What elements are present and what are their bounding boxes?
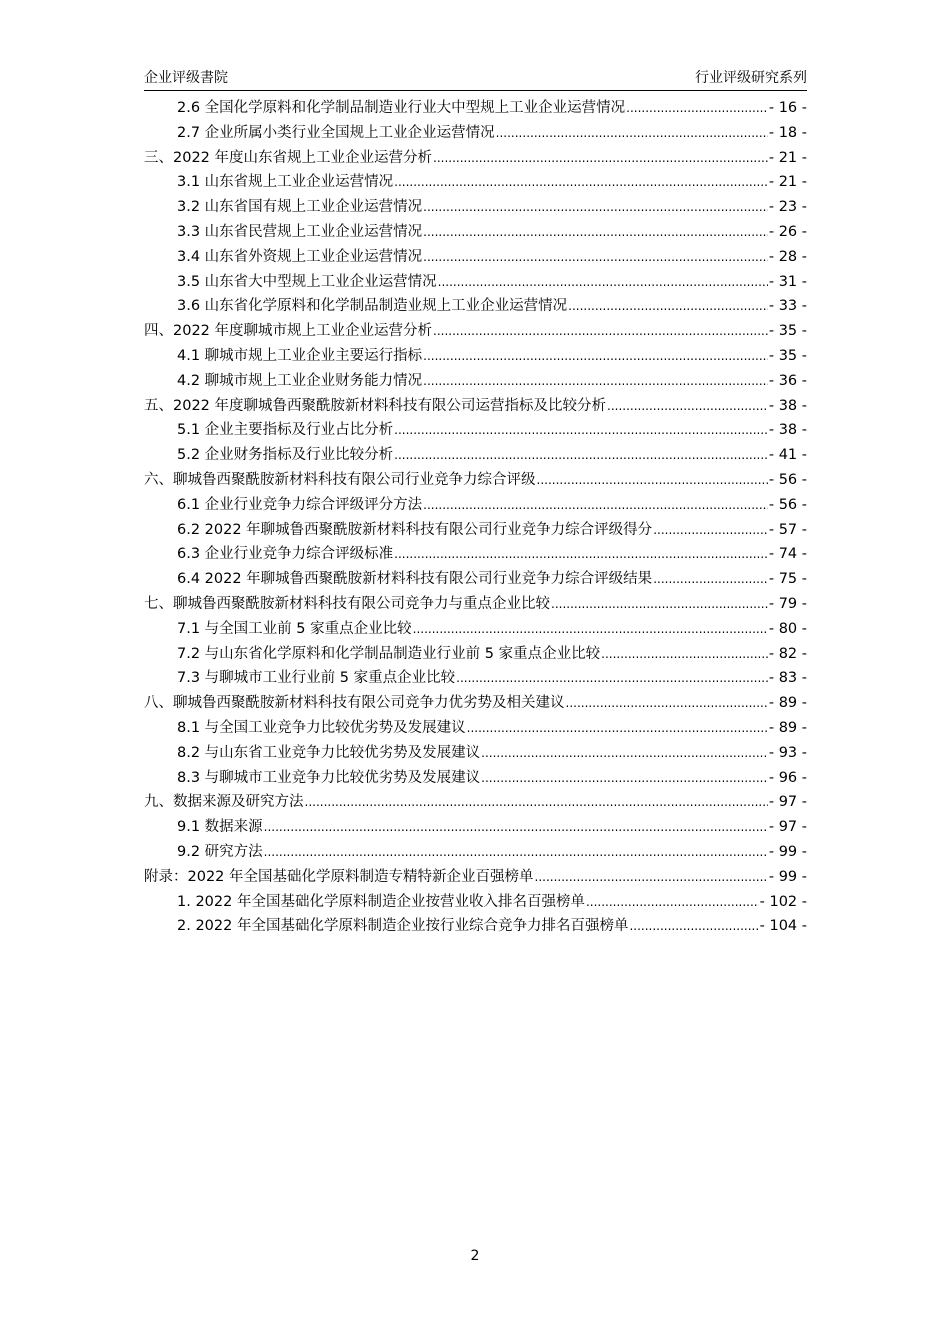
- toc-entry-title: 6.1 企业行业竞争力综合评级评分方法: [177, 496, 423, 513]
- toc-entry-page: - 104 -: [759, 918, 807, 935]
- toc-entry-title: 3.2 山东省国有规上工业企业运营情况: [177, 199, 423, 216]
- toc-section-entry[interactable]: [144, 617, 807, 642]
- toc-entry-page: - 41 -: [768, 447, 807, 464]
- toc-entry-page: - 26 -: [768, 223, 807, 240]
- toc-section-entry[interactable]: [144, 121, 807, 146]
- toc-section-entry[interactable]: [144, 270, 807, 295]
- toc-entry-page: - 38 -: [768, 397, 807, 414]
- toc-entry-page: - 99 -: [768, 868, 807, 885]
- toc-dot-leader: [481, 766, 768, 791]
- toc-entry-title: 八、聊城鲁西聚酰胺新材料科技有限公司竞争力优劣势及相关建议: [144, 695, 565, 712]
- toc-chapter-entry[interactable]: [144, 691, 807, 716]
- toc-section-entry[interactable]: [144, 96, 807, 121]
- toc-section-entry[interactable]: [144, 567, 807, 592]
- toc-entry-page: - 82 -: [768, 645, 807, 662]
- toc-dot-leader: [607, 394, 768, 419]
- toc-entry-title: 1. 2022 年全国基础化学原料制造企业按营业收入排名百强榜单: [177, 893, 585, 910]
- toc-dot-leader: [394, 542, 768, 567]
- toc-dot-leader: [423, 493, 768, 518]
- toc-entry-title: 7.3 与聊城市工业行业前 5 家重点企业比较: [177, 670, 456, 687]
- toc-section-entry[interactable]: [144, 443, 807, 468]
- toc-entry-title: 四、2022 年度聊城市规上工业企业运营分析: [144, 323, 433, 340]
- toc-section-entry[interactable]: [144, 220, 807, 245]
- toc-entry-page: - 23 -: [768, 199, 807, 216]
- toc-entry-page: - 28 -: [768, 248, 807, 265]
- toc-entry-title: 8.1 与全国工业竞争力比较优劣势及发展建议: [177, 719, 466, 736]
- toc-entry-page: - 80 -: [768, 620, 807, 637]
- toc-section-entry[interactable]: [144, 245, 807, 270]
- toc-dot-leader: [264, 815, 768, 840]
- toc-section-entry[interactable]: [144, 294, 807, 319]
- toc-dot-leader: [456, 666, 768, 691]
- toc-entry-title: 5.1 企业主要指标及行业占比分析: [177, 422, 394, 439]
- toc-chapter-entry[interactable]: [144, 865, 807, 890]
- toc-entry-title: 附录：2022 年全国基础化学原料制造专精特新企业百强榜单: [144, 868, 534, 885]
- toc-entry-page: - 83 -: [768, 670, 807, 687]
- toc-entry-page: - 97 -: [768, 819, 807, 836]
- toc-entry-page: - 33 -: [768, 298, 807, 315]
- toc-entry-page: - 35 -: [768, 323, 807, 340]
- toc-entry-page: - 96 -: [768, 769, 807, 786]
- toc-entry-title: 7.2 与山东省化学原料和化学制品制造业行业前 5 家重点企业比较: [177, 645, 601, 662]
- toc-section-entry[interactable]: [144, 666, 807, 691]
- toc-entry-page: - 21 -: [768, 174, 807, 191]
- toc-dot-leader: [394, 443, 768, 468]
- toc-dot-leader: [433, 319, 768, 344]
- toc-section-entry[interactable]: [144, 418, 807, 443]
- toc-dot-leader: [423, 369, 768, 394]
- toc-section-entry[interactable]: [144, 741, 807, 766]
- toc-dot-leader: [601, 642, 768, 667]
- toc-dot-leader: [537, 468, 768, 493]
- toc-section-entry[interactable]: [144, 766, 807, 791]
- toc-entry-page: - 18 -: [768, 124, 807, 141]
- toc-dot-leader: [653, 518, 768, 543]
- toc-dot-leader: [423, 220, 768, 245]
- toc-dot-leader: [629, 914, 758, 939]
- toc-entry-title: 3.1 山东省规上工业企业运营情况: [177, 174, 394, 191]
- toc-dot-leader: [586, 890, 759, 915]
- toc-chapter-entry[interactable]: [144, 592, 807, 617]
- toc-entry-page: - 35 -: [768, 347, 807, 364]
- toc-section-entry[interactable]: [144, 344, 807, 369]
- page-header: [144, 68, 807, 91]
- toc-entry-title: 三、2022 年度山东省规上工业企业运营分析: [144, 149, 433, 166]
- toc-entry-title: 2. 2022 年全国基础化学原料制造企业按行业综合竞争力排名百强榜单: [177, 918, 629, 935]
- toc-entry-page: - 89 -: [768, 719, 807, 736]
- toc-entry-page: - 16 -: [768, 100, 807, 116]
- toc-dot-leader: [566, 691, 768, 716]
- toc-entry-title: 6.2 2022 年聊城鲁西聚酰胺新材料科技有限公司行业竞争力综合评级得分: [177, 521, 653, 538]
- toc-entry-title: 2.6 全国化学原料和化学制品制造业行业大中型规上工业企业运营情况: [177, 100, 626, 116]
- toc-entry-title: 6.4 2022 年聊城鲁西聚酰胺新材料科技有限公司行业竞争力综合评级结果: [177, 571, 653, 588]
- toc-chapter-entry[interactable]: [144, 468, 807, 493]
- toc-dot-leader: [413, 617, 768, 642]
- toc-chapter-entry[interactable]: [144, 394, 807, 419]
- toc-entry-title: 2.7 企业所属小类行业全国规上工业企业运营情况: [177, 124, 495, 141]
- toc-dot-leader: [305, 790, 768, 815]
- toc-entry-page: - 97 -: [768, 794, 807, 811]
- toc-entry-page: - 89 -: [768, 695, 807, 712]
- toc-entry-title: 8.2 与山东省工业竞争力比较优劣势及发展建议: [177, 744, 481, 761]
- toc-section-entry[interactable]: [144, 815, 807, 840]
- toc-section-entry[interactable]: [144, 716, 807, 741]
- toc-section-entry[interactable]: [144, 195, 807, 220]
- toc-dot-leader: [433, 146, 768, 171]
- toc-entry-title: 8.3 与聊城市工业竞争力比较优劣势及发展建议: [177, 769, 481, 786]
- toc-entry-page: - 56 -: [768, 471, 807, 488]
- toc-entry-title: 9.2 研究方法: [177, 843, 263, 860]
- toc-entry-title: 五、2022 年度聊城鲁西聚酰胺新材料科技有限公司运营指标及比较分析: [144, 397, 607, 414]
- toc-entry-page: - 74 -: [768, 546, 807, 563]
- header-series: 行业评级研究系列: [695, 70, 807, 86]
- toc-dot-leader: [535, 865, 768, 890]
- toc-entry-title: 七、聊城鲁西聚酰胺新材料科技有限公司竞争力与重点企业比较: [144, 595, 550, 612]
- toc-entry-title: 5.2 企业财务指标及行业比较分析: [177, 447, 394, 464]
- toc-section-entry[interactable]: [144, 170, 807, 195]
- toc-entry-page: - 79 -: [768, 595, 807, 612]
- toc-section-entry[interactable]: [144, 518, 807, 543]
- toc-dot-leader: [653, 567, 768, 592]
- toc-entry-title: 九、数据来源及研究方法: [144, 794, 304, 811]
- toc-entry-title: 6.3 企业行业竞争力综合评级标准: [177, 546, 394, 563]
- toc-chapter-entry[interactable]: [144, 146, 807, 171]
- toc-dot-leader: [394, 170, 768, 195]
- toc-entry-title: 3.4 山东省外资规上工业企业运营情况: [177, 248, 423, 265]
- toc-entry-title: 9.1 数据来源: [177, 819, 263, 836]
- toc-entry-page: - 93 -: [768, 744, 807, 761]
- toc-entry-page: - 31 -: [768, 273, 807, 290]
- toc-section-entry[interactable]: [144, 642, 807, 667]
- toc-chapter-entry[interactable]: [144, 790, 807, 815]
- toc-section-entry[interactable]: [144, 914, 807, 939]
- toc-dot-leader: [467, 716, 768, 741]
- toc-entry-page: - 102 -: [759, 893, 807, 910]
- toc-dot-leader: [481, 741, 768, 766]
- toc-section-entry[interactable]: [144, 890, 807, 915]
- toc-dot-leader: [423, 344, 768, 369]
- toc-section-entry[interactable]: [144, 493, 807, 518]
- toc-dot-leader: [264, 840, 768, 865]
- toc-entry-page: - 21 -: [768, 149, 807, 166]
- toc-dot-leader: [626, 96, 768, 121]
- toc-dot-leader: [496, 121, 768, 146]
- table-of-contents: [144, 96, 807, 939]
- toc-chapter-entry[interactable]: [144, 319, 807, 344]
- toc-section-entry[interactable]: [144, 369, 807, 394]
- toc-entry-page: - 36 -: [768, 372, 807, 389]
- toc-entry-title: 3.6 山东省化学原料和化学制品制造业规上工业企业运营情况: [177, 298, 568, 315]
- toc-entry-title: 六、聊城鲁西聚酰胺新材料科技有限公司行业竞争力综合评级: [144, 471, 536, 488]
- toc-dot-leader: [438, 270, 768, 295]
- toc-entry-title: 3.5 山东省大中型规上工业企业运营情况: [177, 273, 437, 290]
- toc-entry-page: - 56 -: [768, 496, 807, 513]
- header-publisher: 企业评级書院: [144, 70, 228, 86]
- toc-entry-title: 4.1 聊城市规上工业企业主要运行指标: [177, 347, 423, 364]
- toc-section-entry[interactable]: [144, 840, 807, 865]
- page-number: 2: [470, 1248, 480, 1264]
- toc-dot-leader: [423, 245, 768, 270]
- toc-entry-page: - 99 -: [768, 843, 807, 860]
- toc-entry-page: - 38 -: [768, 422, 807, 439]
- toc-dot-leader: [423, 195, 768, 220]
- toc-entry-title: 7.1 与全国工业前 5 家重点企业比较: [177, 620, 412, 637]
- toc-dot-leader: [394, 418, 768, 443]
- toc-section-entry[interactable]: [144, 542, 807, 567]
- toc-dot-leader: [568, 294, 768, 319]
- toc-dot-leader: [551, 592, 768, 617]
- toc-entry-page: - 57 -: [768, 521, 807, 538]
- toc-entry-title: 3.3 山东省民营规上工业企业运营情况: [177, 223, 423, 240]
- toc-entry-title: 4.2 聊城市规上工业企业财务能力情况: [177, 372, 423, 389]
- toc-entry-page: - 75 -: [768, 571, 807, 588]
